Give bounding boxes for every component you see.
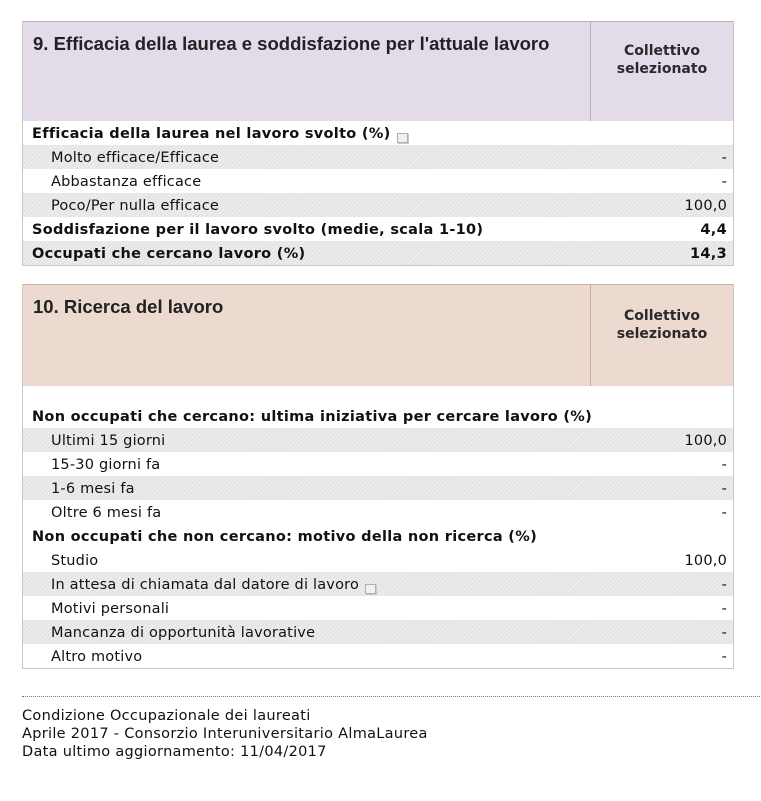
row-value: - xyxy=(721,577,727,593)
note-icon[interactable] xyxy=(397,133,408,143)
table-row xyxy=(23,548,733,572)
row-label: Studio xyxy=(51,553,99,569)
row-value: - xyxy=(721,481,727,497)
row-label: 1-6 mesi fa xyxy=(51,481,135,497)
row-value: 4,4 xyxy=(700,222,727,238)
table-row xyxy=(23,452,733,476)
row-value: 100,0 xyxy=(684,433,727,449)
row-value: - xyxy=(721,601,727,617)
row-label: Oltre 6 mesi fa xyxy=(51,505,162,521)
row-value: 100,0 xyxy=(684,553,727,569)
row-value: - xyxy=(721,150,727,166)
section-10-title: 10. Ricerca del lavoro xyxy=(23,285,591,386)
row-label: In attesa di chiamata dal datore di lavoro xyxy=(51,577,360,593)
footer-line-publisher: Aprile 2017 - Consorzio Interuniversitario AlmaLaurea xyxy=(22,726,428,742)
table-row xyxy=(23,644,733,668)
note-icon[interactable] xyxy=(365,584,376,594)
table-row xyxy=(23,169,733,193)
row-label: Soddisfazione per il lavoro svolto (medie, scala 1-10) xyxy=(32,222,484,238)
table-row xyxy=(23,620,733,644)
row-value: 14,3 xyxy=(690,246,727,262)
table-row xyxy=(23,145,733,169)
row-value: - xyxy=(721,505,727,521)
row-value: - xyxy=(721,625,727,641)
table-row-heading xyxy=(23,217,733,241)
table-row-heading xyxy=(23,121,733,145)
footer-line-updated: Data ultimo aggiornamento: 11/04/2017 xyxy=(22,744,327,760)
row-value: 100,0 xyxy=(684,198,727,214)
footer-divider xyxy=(22,696,760,697)
column-header-collettivo: Collettivo selezionato xyxy=(616,308,708,342)
table-row xyxy=(23,572,733,596)
row-label: Ultimi 15 giorni xyxy=(51,433,166,449)
table-row-heading xyxy=(23,241,733,265)
table-row xyxy=(23,193,733,217)
section-9-rows xyxy=(23,121,733,265)
row-label: Motivi personali xyxy=(51,601,170,617)
table-row-heading xyxy=(23,524,733,548)
table-row xyxy=(23,596,733,620)
row-label: Altro motivo xyxy=(51,649,143,665)
section-10-header xyxy=(23,284,733,386)
row-label: Non occupati che cercano: ultima iniziativa per cercare lavoro (%) xyxy=(32,409,593,425)
row-value: - xyxy=(721,649,727,665)
row-value: - xyxy=(721,457,727,473)
table-row xyxy=(23,476,733,500)
row-label: Poco/Per nulla efficace xyxy=(51,198,219,214)
row-label: Mancanza di opportunità lavorative xyxy=(51,625,316,641)
row-label: Abbastanza efficace xyxy=(51,174,202,190)
footer-line-source: Condizione Occupazionale dei laureati xyxy=(22,708,311,724)
row-label: 15-30 giorni fa xyxy=(51,457,161,473)
section-10-rows xyxy=(23,386,733,668)
row-label: Non occupati che non cercano: motivo della non ricerca (%) xyxy=(32,529,537,545)
table-row-heading xyxy=(23,386,733,428)
row-value: - xyxy=(721,174,727,190)
row-label: Occupati che cercano lavoro (%) xyxy=(32,246,306,262)
row-label: Molto efficace/Efficace xyxy=(51,150,220,166)
table-row xyxy=(23,500,733,524)
footer xyxy=(22,707,428,761)
section-9-header xyxy=(23,21,733,121)
row-label: Efficacia della laurea nel lavoro svolto (%) xyxy=(32,126,391,142)
column-header-collettivo: Collettivo selezionato xyxy=(616,43,708,77)
section-10-table xyxy=(22,284,734,669)
section-9-table xyxy=(22,21,734,266)
table-row xyxy=(23,428,733,452)
section-9-title: 9. Efficacia della laurea e soddisfazione per l'attuale lavoro xyxy=(23,22,591,121)
